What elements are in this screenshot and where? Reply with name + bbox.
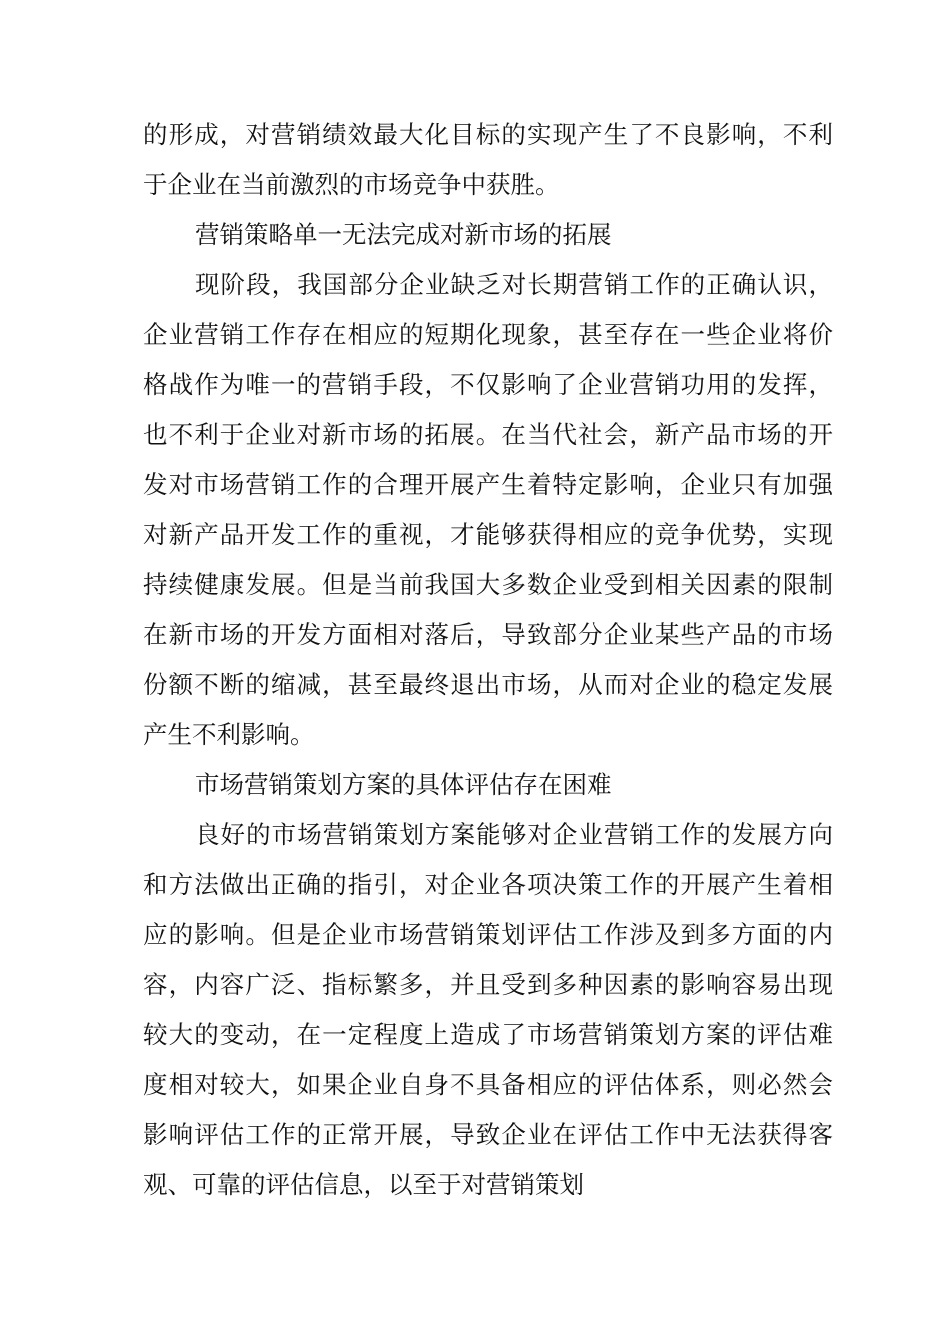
body-line: 度相对较大，如果企业自身不具备相应的评估体系，则必然会 [143, 1070, 833, 1099]
body-line: 于企业在当前激烈的市场竞争中获胜。 [143, 170, 560, 199]
document-body [143, 110, 833, 1210]
body-line: 企业营销工作存在相应的短期化现象，甚至存在一些企业将价 [143, 320, 833, 349]
body-line: 较大的变动，在一定程度上造成了市场营销策划方案的评估难 [143, 1020, 833, 1049]
body-line: 影响评估工作的正常开展，导致企业在评估工作中无法获得客 [143, 1120, 833, 1149]
body-line: 良好的市场营销策划方案能够对企业营销工作的发展方向 [195, 820, 833, 849]
body-line: 观、可靠的评估信息，以至于对营销策划 [143, 1170, 584, 1199]
body-line: 对新产品开发工作的重视，才能够获得相应的竞争优势，实现 [143, 520, 833, 549]
body-line: 发对市场营销工作的合理开展产生着特定影响，企业只有加强 [143, 470, 833, 499]
body-line: 和方法做出正确的指引，对企业各项决策工作的开展产生着相 [143, 870, 833, 899]
section-heading-market-expansion: 营销策略单一无法完成对新市场的拓展 [195, 220, 612, 249]
body-line: 容，内容广泛、指标繁多，并且受到多种因素的影响容易出现 [143, 970, 833, 999]
body-line: 份额不断的缩减，甚至最终退出市场，从而对企业的稳定发展 [143, 670, 833, 699]
body-line: 持续健康发展。但是当前我国大多数企业受到相关因素的限制 [143, 570, 833, 599]
body-line: 在新市场的开发方面相对落后，导致部分企业某些产品的市场 [143, 620, 833, 649]
body-line: 现阶段，我国部分企业缺乏对长期营销工作的正确认识， [195, 270, 833, 299]
body-line: 的形成，对营销绩效最大化目标的实现产生了不良影响，不利 [143, 120, 833, 149]
body-line: 应的影响。但是企业市场营销策划评估工作涉及到多方面的内 [143, 920, 833, 949]
body-line: 格战作为唯一的营销手段，不仅影响了企业营销功用的发挥， [143, 370, 833, 399]
body-line: 产生不利影响。 [143, 720, 315, 749]
body-line: 也不利于企业对新市场的拓展。在当代社会，新产品市场的开 [143, 420, 833, 449]
section-heading-plan-evaluation: 市场营销策划方案的具体评估存在困难 [195, 770, 612, 799]
